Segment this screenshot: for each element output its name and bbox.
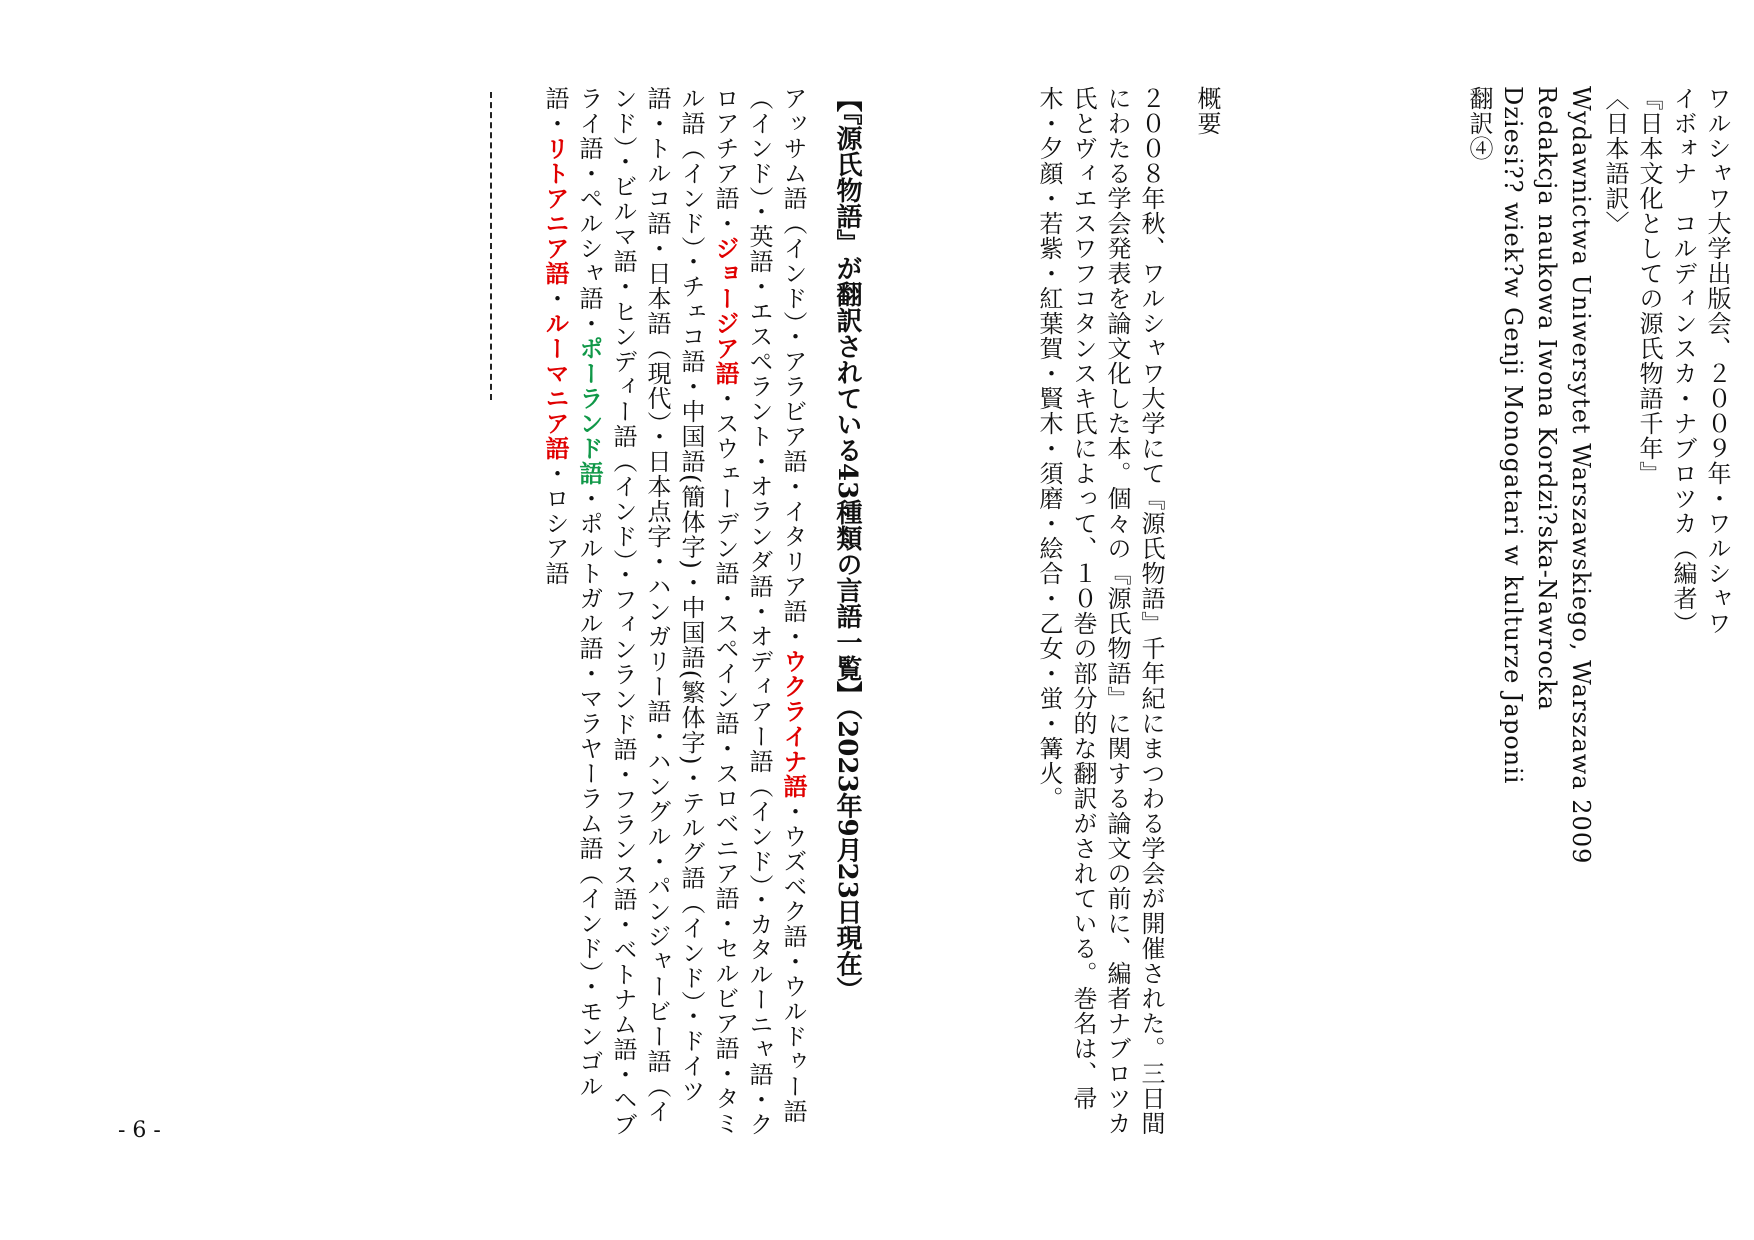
language-highlight: リトアニア語 bbox=[541, 136, 569, 286]
page-number: - 6 - bbox=[118, 1118, 161, 1143]
language-highlight: ポーランド語 bbox=[575, 336, 603, 486]
language-text: ・ウズベク語・ウルドゥー語（インド）・英語・エスペラント・オランダ語・オディアー語（インド）・カタルーニャ語・クロアチア語・ bbox=[711, 86, 807, 1137]
record-label: 翻訳④ bbox=[1465, 86, 1493, 161]
record-title-original: Dziesi?? wiek?w Genji Monogatari w kulturze Japonii bbox=[1499, 86, 1527, 785]
summary-heading: 概要 bbox=[1193, 86, 1221, 136]
record-japanese-heading: 〈日本語訳〉 bbox=[1601, 86, 1629, 236]
language-highlight: ウクライナ語 bbox=[779, 649, 807, 799]
summary-body: ２００８年秋、ワルシャワ大学にて『源氏物語』千年紀にまつわる学会が開催された。三日間にわたる学会発表を論文化した本。個々の『源氏物語』に関する論文の前に、編者ナブロツカ氏とヴィエスワフコタンスキ氏によって、１０巻の部分的な翻訳がされている。巻名は、帚木・夕顔・若紫・紅葉賀・賢木・須磨・絵合・乙女・蛍・篝火。 bbox=[1035, 86, 1165, 1136]
language-text: ・スウェーデン語・スペイン語・スロベニア語・セルビア語・タミル語（インド）・チェコ語・中国語(簡体字)・中国語(繁体字)・テルグ語（インド）・ドイツ語・トルコ語・日本語（現代）・日本点字・ハンガリー語・ハングル・パンジャービー語（インド）・ビルマ語・ヒンディー語（インド）・フィンランド語・フランス語・ベトナム語・ヘブライ語・ペルシャ語・ bbox=[575, 86, 739, 1137]
record-publisher-japanese: ワルシャワ大学出版会、２００９年・ワルシャワ bbox=[1703, 86, 1731, 636]
record-editor-original: Redakcja naukowa Iwona Kordzi?ska-Nawrocka bbox=[1533, 86, 1561, 711]
language-text: ・ロシア語 bbox=[541, 461, 569, 586]
language-text: アッサム語（インド）・アラビア語・イタリア語・ bbox=[779, 86, 807, 649]
languages-heading: 【『源氏物語』が翻訳されている43種類の言語一覧】（2023年9月23日現在） bbox=[832, 86, 862, 1003]
record-editor-japanese: イボォナ コルディンスカ・ナブロツカ（編者） bbox=[1669, 86, 1697, 636]
record-publisher-original: Wydawnictwa Uniwersytet Warszawskiego, Warszawa 2009 bbox=[1567, 86, 1595, 865]
record-title-japanese: 『日本文化としての源氏物語千年』 bbox=[1635, 86, 1663, 486]
language-highlight: ルーマニア語 bbox=[541, 311, 569, 461]
language-text: ・ bbox=[541, 286, 569, 311]
languages-list bbox=[520, 86, 810, 1146]
dotted-separator bbox=[490, 92, 492, 400]
language-highlight: ジョージア語 bbox=[711, 236, 739, 386]
language-text: ・ポルトガル語・マラヤーラム語（インド）・モンゴル語・ bbox=[541, 86, 603, 1099]
